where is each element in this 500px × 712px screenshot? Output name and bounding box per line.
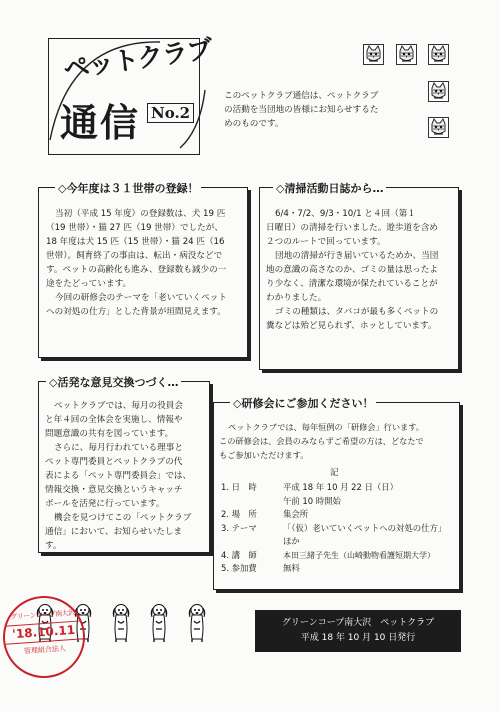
registration-body xyxy=(46,207,244,319)
detail-row: 1. 日 時 平成 18 年 10 月 22 日（日） xyxy=(221,482,398,492)
body-line: ペットクラブでは、毎年恒例の「研修会」行います。 xyxy=(228,422,424,432)
body-line: この研修会は、会員のみならずご希望の方は、どなたで xyxy=(219,436,424,446)
body-line: 当初（平成 15 年度）の登録数は、犬 19 匹 xyxy=(55,209,226,219)
body-line: （19 世帯）・猫 27 匹（19 世帯）でしたが、 xyxy=(46,223,223,233)
registration-heading: ◇今年度は３１世帯の登録！ xyxy=(55,180,201,196)
detail-row: 2. 場 所 集会所 xyxy=(221,509,309,519)
footer-date: 平成 18 年 10 月 10 日発行 xyxy=(300,633,416,643)
intro-line: このペットクラブ通信は、ペットクラブ xyxy=(224,91,379,101)
body-line: ペット専門委員とペットクラブの代 xyxy=(45,457,183,467)
seminar-heading: ◇研修会にご参加ください！ xyxy=(230,395,376,411)
body-line: ペットクラブでは、毎月の役員会 xyxy=(54,401,183,411)
exchange-heading: ◇活発な意見交換つづく… xyxy=(46,374,181,390)
stamp-bottom: 管理組合法人 xyxy=(23,644,67,656)
body-line: 糞などは殆ど見られず、ホッとしています。 xyxy=(266,321,437,331)
body-line: す。ペットの高齢化も進み、登録数も減少の一 xyxy=(46,265,227,275)
body-line: 地の意識の高さなのか、ゴミの量は思ったよ xyxy=(266,265,438,275)
body-line: さらに、毎月行われている理事と xyxy=(54,443,183,453)
intro-text xyxy=(224,89,424,131)
exchange-body xyxy=(45,399,207,553)
footer-publisher: グリーンコープ南大沢 ペットクラブ xyxy=(281,618,435,628)
footer-box xyxy=(255,610,461,652)
cleanup-body xyxy=(266,207,456,333)
cat-face-icon xyxy=(396,44,417,65)
intro-line: の活動を当団地の皆様にお知らせするた xyxy=(224,105,379,115)
intro-line: めのものです。 xyxy=(224,119,284,129)
body-line: 問題意識の共有を図っています。 xyxy=(45,429,174,439)
body-line: ボールを活発に行っています。 xyxy=(45,499,165,509)
body-line: 機会を見つけてこの「ペットクラブ xyxy=(54,513,192,523)
body-line: 18 年度は犬 15 匹（15 世帯）・猫 24 匹（16 xyxy=(46,237,225,247)
cleanup-heading: ◇清掃活動日誌から… xyxy=(273,180,386,196)
body-line: と年４回の全体会を実施し、情報や xyxy=(45,415,183,425)
masthead-title-top: ペットクラブ xyxy=(61,34,214,86)
body-line: 6/4・7/2、9/3・10/1 と４回（第１ xyxy=(275,209,416,219)
dog-sitting-icon xyxy=(147,603,171,643)
cat-face-icon xyxy=(428,44,449,65)
body-line: 団地の清掃が行き届いているためか、当団 xyxy=(275,251,439,261)
body-line: ２つのルートで回っています。 xyxy=(266,237,386,247)
body-line: 途をたどっています。 xyxy=(46,279,132,289)
cat-face-icon xyxy=(428,117,449,138)
body-line: り少なく、清潔な環境が保たれていることが xyxy=(266,279,438,289)
body-line: 今回の研修会のテーマを「老いていくペット xyxy=(55,293,227,303)
body-line: 情報交換・意見交換というキャッチ xyxy=(45,485,183,495)
body-line: す。 xyxy=(45,541,62,551)
detail-row: 4. 講 師 本田三緒子先生（山崎動物看護短期大学） xyxy=(221,549,435,560)
seminar-intro xyxy=(219,420,459,462)
body-line: わかりました。 xyxy=(266,293,327,303)
body-line: への対処の仕方」とした背景が垣間見えます。 xyxy=(46,307,226,317)
stamp-date: '18.10.11 xyxy=(11,622,76,642)
seminar-details xyxy=(221,481,457,576)
issue-number: No.2 xyxy=(147,103,194,123)
detail-row: 3. テーマ 「（仮）老いていくペットへの対処の仕方」 xyxy=(221,522,447,533)
stamp-top: グリーンコープ南大沢 xyxy=(9,608,75,622)
body-line: ゴミの種類は、タバコが最も多くペットの xyxy=(275,307,439,317)
cat-face-icon xyxy=(428,81,449,102)
seminar-ki: 記 xyxy=(330,468,339,478)
detail-row: 午前 10 時開始 xyxy=(283,495,341,506)
body-line: 世帯）。飼育終了の事由は、転出・病没などで xyxy=(46,251,223,261)
detail-row: ほか xyxy=(283,536,300,546)
detail-row: 5. 参加費 無料 xyxy=(221,563,300,573)
body-line: 表による「ペット専門委員会」では、 xyxy=(45,471,192,481)
dog-sitting-icon xyxy=(185,603,209,643)
masthead-title-bottom: 通信 xyxy=(60,101,141,145)
body-line: 通信」において、お知らせいたしま xyxy=(45,527,183,537)
dog-sitting-icon xyxy=(109,603,133,643)
body-line: 日曜日）の清掃を行いました。遊歩道を含め xyxy=(266,223,438,233)
cat-face-icon xyxy=(363,44,384,65)
body-line: もご参加いただけます。 xyxy=(219,450,309,460)
